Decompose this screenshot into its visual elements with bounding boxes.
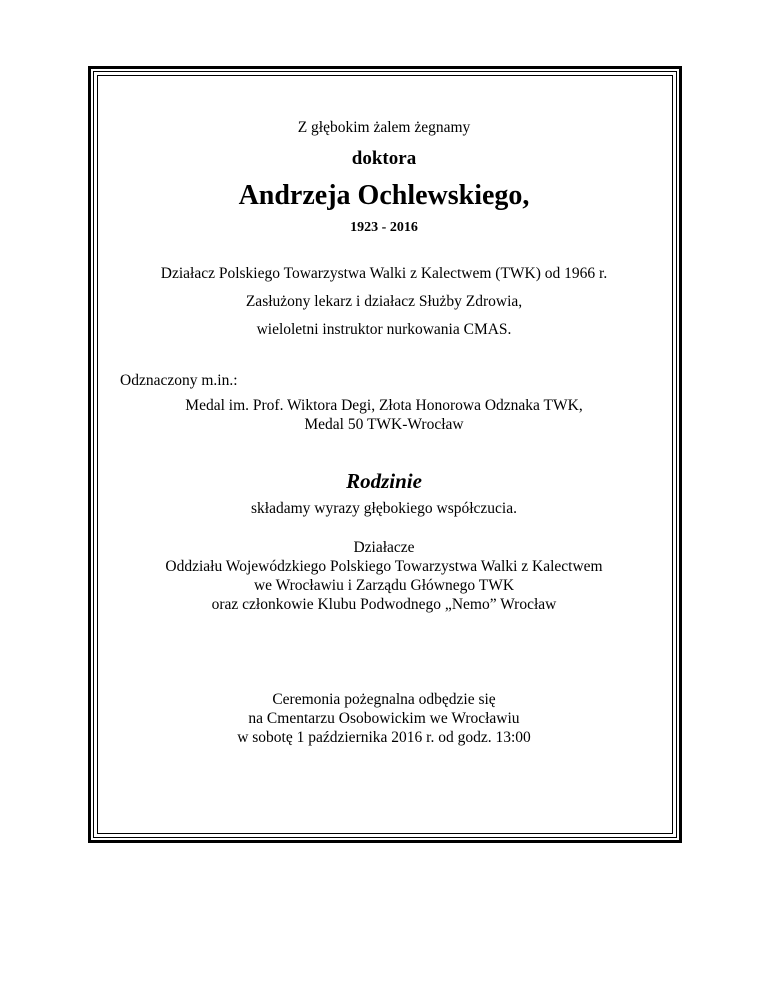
- signatories-line-4: oraz członkowie Klubu Podwodnego „Nemo” Wrocław: [211, 596, 557, 613]
- bio-line-2: Zasłużony lekarz i działacz Służby Zdrowia,: [245, 293, 523, 310]
- signatories-line-3: we Wrocławiu i Zarządu Głównego TWK: [253, 577, 515, 594]
- bio-line-1: Działacz Polskiego Towarzystwa Walki z Kalectwem (TWK) od 1966 r.: [160, 265, 608, 282]
- ceremony-line-2: na Cmentarzu Osobowickim we Wrocławiu: [248, 710, 520, 727]
- condolences-text: składamy wyrazy głębokiego współczucia.: [251, 500, 517, 517]
- ceremony-line-3: w sobotę 1 października 2016 r. od godz. 13:00: [237, 729, 531, 746]
- ceremony-line-1: Ceremonia pożegnalna odbędzie się: [272, 691, 496, 708]
- family-heading: Rodzinie: [346, 469, 422, 493]
- honors-line-1: Medal im. Prof. Wiktora Degi, Złota Honorowa Odznaka TWK,: [185, 397, 583, 414]
- life-years: 1923 - 2016: [350, 220, 418, 235]
- honors-label: Odznaczony m.in.:: [120, 372, 238, 389]
- signatories-line-1: Działacze: [353, 539, 415, 556]
- signatories-line-2: Oddziału Wojewódzkiego Polskiego Towarzystwa Walki z Kalectwem: [165, 558, 603, 575]
- deceased-name: Andrzeja Ochlewskiego,: [238, 180, 530, 211]
- bio-line-3: wieloletni instruktor nurkowania CMAS.: [256, 321, 512, 338]
- intro-text: Z głębokim żalem żegnamy: [297, 119, 471, 136]
- honors-line-2: Medal 50 TWK-Wrocław: [304, 416, 464, 433]
- title-prefix: doktora: [351, 148, 417, 169]
